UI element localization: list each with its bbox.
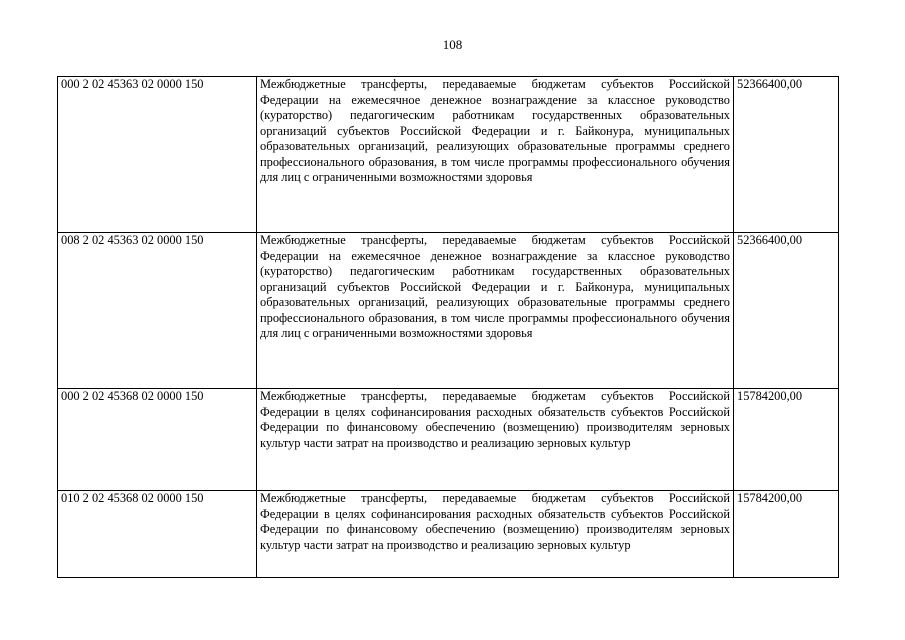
budget-code-cell: 008 2 02 45363 02 0000 150	[58, 233, 257, 389]
description-cell: Межбюджетные трансферты, передаваемые бюджетам субъектов Российской Федерации на ежемесячное денежное вознаграждение за классное руководство (кураторство) педагогическим работникам государственных образовательных организаций субъектов Российской Федерации и г. Байконура, муниципальных образовательных организаций, реализующих образовательные программы среднего профессионального образования, в том числе программы профессионального обучения для лиц с ограниченными возможностями здоровья	[257, 233, 734, 389]
budget-code-cell: 000 2 02 45368 02 0000 150	[58, 389, 257, 491]
budget-code-cell: 010 2 02 45368 02 0000 150	[58, 491, 257, 578]
table-row	[58, 491, 839, 578]
description-cell: Межбюджетные трансферты, передаваемые бюджетам субъектов Российской Федерации в целях софинансирования расходных обязательств субъектов Российской Федерации по финансовому обеспечению (возмещению) производителям зерновых культур части затрат на производство и реализацию зерновых культур	[257, 389, 734, 491]
description-cell: Межбюджетные трансферты, передаваемые бюджетам субъектов Российской Федерации в целях софинансирования расходных обязательств субъектов Российской Федерации по финансовому обеспечению (возмещению) производителям зерновых культур части затрат на производство и реализацию зерновых культур	[257, 491, 734, 578]
description-cell: Межбюджетные трансферты, передаваемые бюджетам субъектов Российской Федерации на ежемесячное денежное вознаграждение за классное руководство (кураторство) педагогическим работникам государственных образовательных организаций субъектов Российской Федерации и г. Байконура, муниципальных образовательных организаций, реализующих образовательные программы среднего профессионального образования, в том числе программы профессионального обучения для лиц с ограниченными возможностями здоровья	[257, 77, 734, 233]
page-number: 108	[442, 37, 463, 52]
amount-cell: 52366400,00	[734, 233, 839, 389]
table-row	[58, 389, 839, 491]
amount-cell: 15784200,00	[734, 491, 839, 578]
table-row	[58, 233, 839, 389]
amount-cell: 52366400,00	[734, 77, 839, 233]
budget-table	[57, 76, 839, 578]
table-row	[58, 77, 839, 233]
amount-cell: 15784200,00	[734, 389, 839, 491]
budget-code-cell: 000 2 02 45363 02 0000 150	[58, 77, 257, 233]
